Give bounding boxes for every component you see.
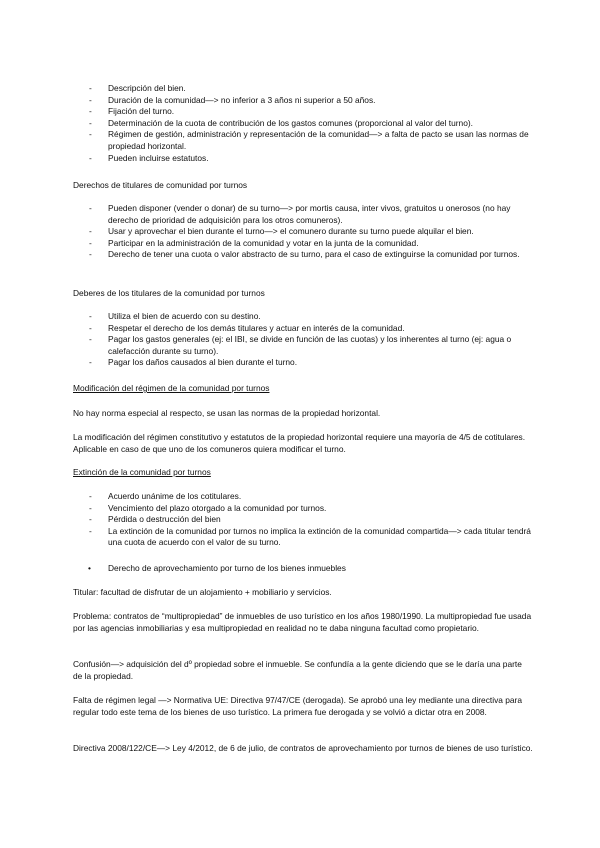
heading-derechos: Derechos de titulares de comunidad por turnos <box>73 180 248 190</box>
list-item: - Respetar el derecho de los demás titulares y actuar en interés de la comunidad. <box>73 323 533 335</box>
list-derechos <box>73 203 533 261</box>
list-aprovechamiento <box>73 563 533 575</box>
list-item: - Pagar los gastos generales (ej: el IBI, se divide en función de las cuotas) y los inherentes al turno (ej: agua o calefacción durante su turno). <box>73 334 533 357</box>
paragraph-problema: Problema: contratos de “multipropiedad” de inmuebles de uso turístico en los años 1980/1990. La multipropiedad fue usada por las agencias inmobiliarias y esa multipropiedad en realidad no te daba ninguna facultad como propietario. <box>73 611 532 633</box>
list-item: • Derecho de aprovechamiento por turno de los bienes inmuebles <box>73 563 533 575</box>
paragraph-directiva: Directiva 2008/122/CE—> Ley 4/2012, de 6 de julio, de contratos de aprovechamiento por turnos de bienes de uso turístico. <box>73 743 533 753</box>
paragraph-modificacion-1: No hay norma especial al respecto, se usan las normas de la propiedad horizontal. <box>73 408 381 418</box>
list-item: - Duración de la comunidad—> no inferior a 3 años ni superior a 50 años. <box>73 95 533 107</box>
list-item: - Determinación de la cuota de contribución de los gastos comunes (proporcional al valor del turno). <box>73 118 533 130</box>
heading-deberes: Deberes de los titulares de la comunidad por turnos <box>73 288 265 298</box>
list-extincion <box>73 491 533 549</box>
paragraph-titular: Titular: facultad de disfrutar de un alojamiento + mobiliario y servicios. <box>73 587 332 597</box>
list-item: - Pagar los daños causados al bien durante el turno. <box>73 357 533 369</box>
list-item: - Pueden incluirse estatutos. <box>73 153 533 165</box>
list-item: - Vencimiento del plazo otorgado a la comunidad por turnos. <box>73 503 533 515</box>
list-deberes <box>73 311 533 369</box>
heading-extincion: Extinción de la comunidad por turnos <box>73 467 211 477</box>
list-item: - Fijación del turno. <box>73 106 533 118</box>
list-item: - La extinción de la comunidad por turnos no implica la extinción de la comunidad compartida—> cada titular tendrá una cuota de acuerdo con el valor de su turno. <box>73 526 533 549</box>
list-item: - Descripción del bien. <box>73 83 533 95</box>
list-item: - Derecho de tener una cuota o valor abstracto de su turno, para el caso de extinguirse la comunidad por turnos. <box>73 249 533 261</box>
list-item: - Participar en la administración de la comunidad y votar en la junta de la comunidad. <box>73 238 533 250</box>
paragraph-falta-regimen: Falta de régimen legal —> Normativa UE: Directiva 97/47/CE (derogada). Se aprobó una ley mediante una directiva para regular todo este tema de los bienes de uso turístico. La primera fue derogada y se volvió a dictar otra en 2008. <box>73 695 522 717</box>
list-item: - Usar y aprovechar el bien durante el turno—> el comunero durante su turno puede alquilar el bien. <box>73 226 533 238</box>
list-item: - Pueden disponer (vender o donar) de su turno—> por mortis causa, inter vivos, gratuitos u onerosos (no hay derecho de prioridad de adquisición para los otros comuneros). <box>73 203 533 226</box>
list-item: - Utiliza el bien de acuerdo con su destino. <box>73 311 533 323</box>
paragraph-confusion: Confusión—> adquisición del dº propiedad sobre el inmueble. Se confundía a la gente diciendo que se le daría una parte de la propiedad. <box>73 659 522 681</box>
heading-modificacion: Modificación del régimen de la comunidad por turnos <box>73 383 270 393</box>
list-item: - Acuerdo unánime de los cotitulares. <box>73 491 533 503</box>
list-constitucion <box>73 83 533 164</box>
list-item: - Régimen de gestión, administración y representación de la comunidad—> a falta de pacto se usan las normas de propiedad horizontal. <box>73 129 533 152</box>
list-item: - Pérdida o destrucción del bien <box>73 514 533 526</box>
paragraph-modificacion-2: La modificación del régimen constitutivo y estatutos de la propiedad horizontal requiere una mayoría de 4/5 de cotitulares. Aplicable en caso de que uno de los comuneros quiera modificar el turno. <box>73 432 526 454</box>
